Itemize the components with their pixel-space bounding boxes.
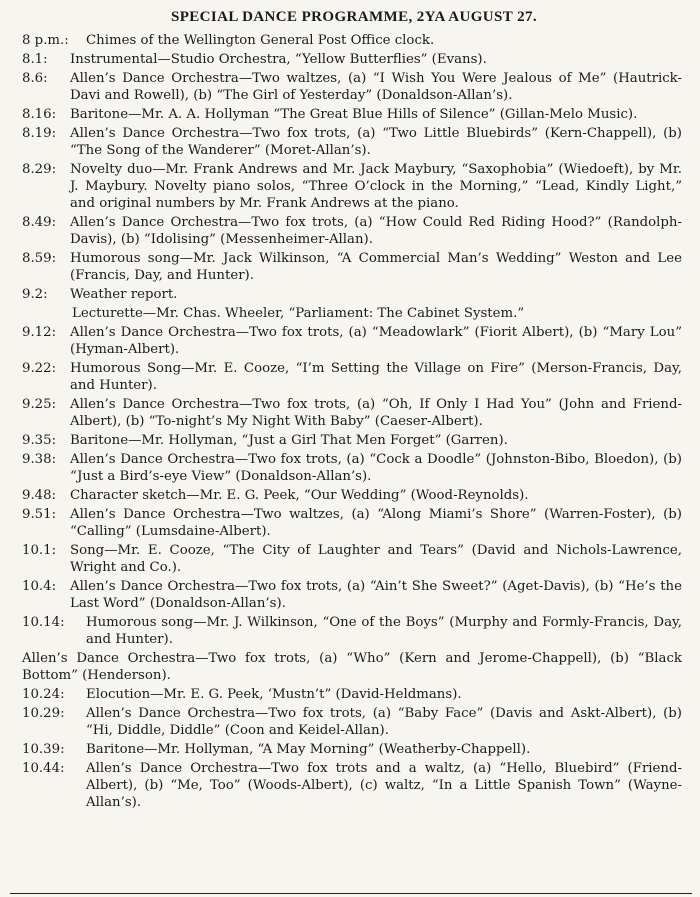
programme-entry <box>22 106 686 123</box>
programme-entry <box>22 161 686 212</box>
entry-text: Instrumental—Studio Orchestra, “Yellow Butterflies” (Evans). <box>70 52 487 67</box>
entry-time: 8.59: <box>22 251 57 266</box>
entry-time: 8.29: <box>22 162 57 177</box>
programme-entry <box>22 70 686 104</box>
programme-entry <box>22 705 686 739</box>
entry-time: 9.2: <box>22 287 48 302</box>
entry-text: Allen’s Dance Orchestra—Two fox trots, (a) “Oh, If Only I Had You” (John and Friend-Albert), (b) “To-night’s My Night With Baby” (Caeser-Albert). <box>70 397 682 429</box>
programme-entry <box>22 506 686 540</box>
programme-entry <box>22 614 686 648</box>
entry-time: 10.39: <box>22 742 65 757</box>
entry-text: Allen’s Dance Orchestra—Two fox trots, (a) “Who” (Kern and Jerome-Chappell), (b) “Black Bottom” (Henderson). <box>22 651 682 683</box>
programme-entry <box>22 487 686 504</box>
entry-time: 10.14: <box>22 615 65 630</box>
entry-text: Allen’s Dance Orchestra—Two fox trots, (a) “How Could Red Riding Hood?” (Randolph-Davis), (b) “Idolising” (Messenheimer-Allan). <box>70 215 682 247</box>
entry-text: Allen’s Dance Orchestra—Two fox trots, (a) “Two Little Bluebirds” (Kern-Chappell), (b) “The Song of the Wanderer” (Moret-Allan’s). <box>70 126 682 158</box>
entry-text: Song—Mr. E. Cooze, “The City of Laughter and Tears” (David and Nichols-Lawrence, Wright and Co.). <box>70 543 682 575</box>
entry-text: Allen’s Dance Orchestra—Two fox trots, (a) “Baby Face” (Davis and Askt-Albert), (b) “Hi, Diddle, Diddle” (Coon and Keidel-Allan). <box>86 706 682 738</box>
entry-text: Humorous song—Mr. Jack Wilkinson, “A Commercial Man’s Wedding” Weston and Lee (Francis, Day, and Hunter). <box>70 251 682 283</box>
entry-text: Humorous song—Mr. J. Wilkinson, “One of the Boys” (Murphy and Formly-Francis, Day, and Hunter). <box>86 615 682 647</box>
programme-entry <box>22 578 686 612</box>
entry-text: Character sketch—Mr. E. G. Peek, “Our Wedding” (Wood-Reynolds). <box>70 488 529 503</box>
entry-time: 10.24: <box>22 687 65 702</box>
programme-entry <box>22 686 686 703</box>
entry-text: Chimes of the Wellington General Post Office clock. <box>86 33 435 48</box>
programme-entry <box>22 305 686 322</box>
entry-text: Lecturette—Mr. Chas. Wheeler, “Parliament: The Cabinet System.” <box>72 306 525 321</box>
entry-text: Allen’s Dance Orchestra—Two fox trots and a waltz, (a) “Hello, Bluebird” (Friend-Albert), (b) “Me, Too” (Woods-Albert), (c) waltz, “In a Little Spanish Town” (Wayne-Allan’s). <box>86 761 682 810</box>
programme-entry <box>22 542 686 576</box>
programme-entry <box>22 324 686 358</box>
programme-entry <box>22 451 686 485</box>
programme-entry <box>22 360 686 394</box>
entry-time: 8.6: <box>22 71 48 86</box>
entry-time: 10.4: <box>22 579 57 594</box>
entry-text: Allen’s Dance Orchestra—Two fox trots, (a) “Meadowlark” (Fiorit Albert), (b) “Mary Lou” (Hyman-Albert). <box>70 325 682 357</box>
programme-list <box>22 32 686 811</box>
entry-text: Allen’s Dance Orchestra—Two fox trots, (a) “Ain’t She Sweet?” (Aget-Davis), (b) “He’s the Last Word” (Donaldson-Allan’s). <box>70 579 682 611</box>
page-title: SPECIAL DANCE PROGRAMME, 2YA AUGUST 27. <box>170 9 538 25</box>
entry-time: 9.12: <box>22 325 57 340</box>
entry-time: 8.1: <box>22 52 48 67</box>
entry-time: 9.25: <box>22 397 57 412</box>
entry-time: 10.44: <box>22 761 65 776</box>
entry-time: 10.1: <box>22 543 57 558</box>
entry-text: Elocution—Mr. E. G. Peek, ‘Mustn’t” (David-Heldmans). <box>86 687 462 702</box>
entry-text: Humorous Song—Mr. E. Cooze, “I’m Setting the Village on Fire” (Merson-Francis, Day, and Hunter). <box>70 361 682 393</box>
programme-entry <box>22 125 686 159</box>
entry-time: 9.48: <box>22 488 57 503</box>
entry-text: Allen’s Dance Orchestra—Two waltzes, (a) “I Wish You Were Jealous of Me” (Hautrick-Davi and Rowell), (b) “The Girl of Yesterday” (Donaldson-Allan’s). <box>70 71 682 103</box>
entry-time: 8.16: <box>22 107 57 122</box>
entry-time: 9.22: <box>22 361 57 376</box>
entry-time: 9.35: <box>22 433 57 448</box>
entry-time: 9.51: <box>22 507 57 522</box>
programme-entry <box>22 214 686 248</box>
entry-text: Weather report. <box>70 287 178 302</box>
entry-text: Novelty duo—Mr. Frank Andrews and Mr. Jack Maybury, “Saxophobia” (Wiedoeft), by Mr. J. Maybury. Novelty piano solos, “Three O’clock in the Morning,” “Lead, Kindly Light,” and original numbers by Mr. Frank Andrews at the piano. <box>70 162 682 211</box>
programme-entry <box>22 741 686 758</box>
entry-text: Allen’s Dance Orchestra—Two waltzes, (a) “Along Miami’s Shore” (Warren-Foster), (b) “Calling” (Lumsdaine-Albert). <box>70 507 682 539</box>
programme-entry <box>22 250 686 284</box>
programme-entry <box>22 760 686 811</box>
entry-time: 9.38: <box>22 452 57 467</box>
bottom-rule <box>10 893 692 894</box>
entry-text: Baritone—Mr. Hollyman, “Just a Girl That Men Forget” (Garren). <box>70 433 508 448</box>
programme-entry <box>22 286 686 303</box>
entry-time: 10.29: <box>22 706 65 721</box>
programme-entry <box>22 396 686 430</box>
programme-entry <box>22 51 686 68</box>
programme-entry <box>22 32 686 49</box>
entry-text: Allen’s Dance Orchestra—Two fox trots, (a) “Cock a Doodle” (Johnston-Bibo, Bloedon), (b) “Just a Bird’s-eye View” (Donaldson-Allan’s). <box>70 452 682 484</box>
entry-text: Baritone—Mr. A. A. Hollyman “The Great Blue Hills of Silence” (Gillan-Melo Music). <box>70 107 638 122</box>
programme-entry <box>22 432 686 449</box>
programme-entry <box>22 650 686 684</box>
entry-time: 8 p.m.: <box>22 33 69 48</box>
entry-time: 8.49: <box>22 215 57 230</box>
entry-text: Baritone—Mr. Hollyman, “A May Morning” (Weatherby-Chappell). <box>86 742 531 757</box>
entry-time: 8.19: <box>22 126 57 141</box>
